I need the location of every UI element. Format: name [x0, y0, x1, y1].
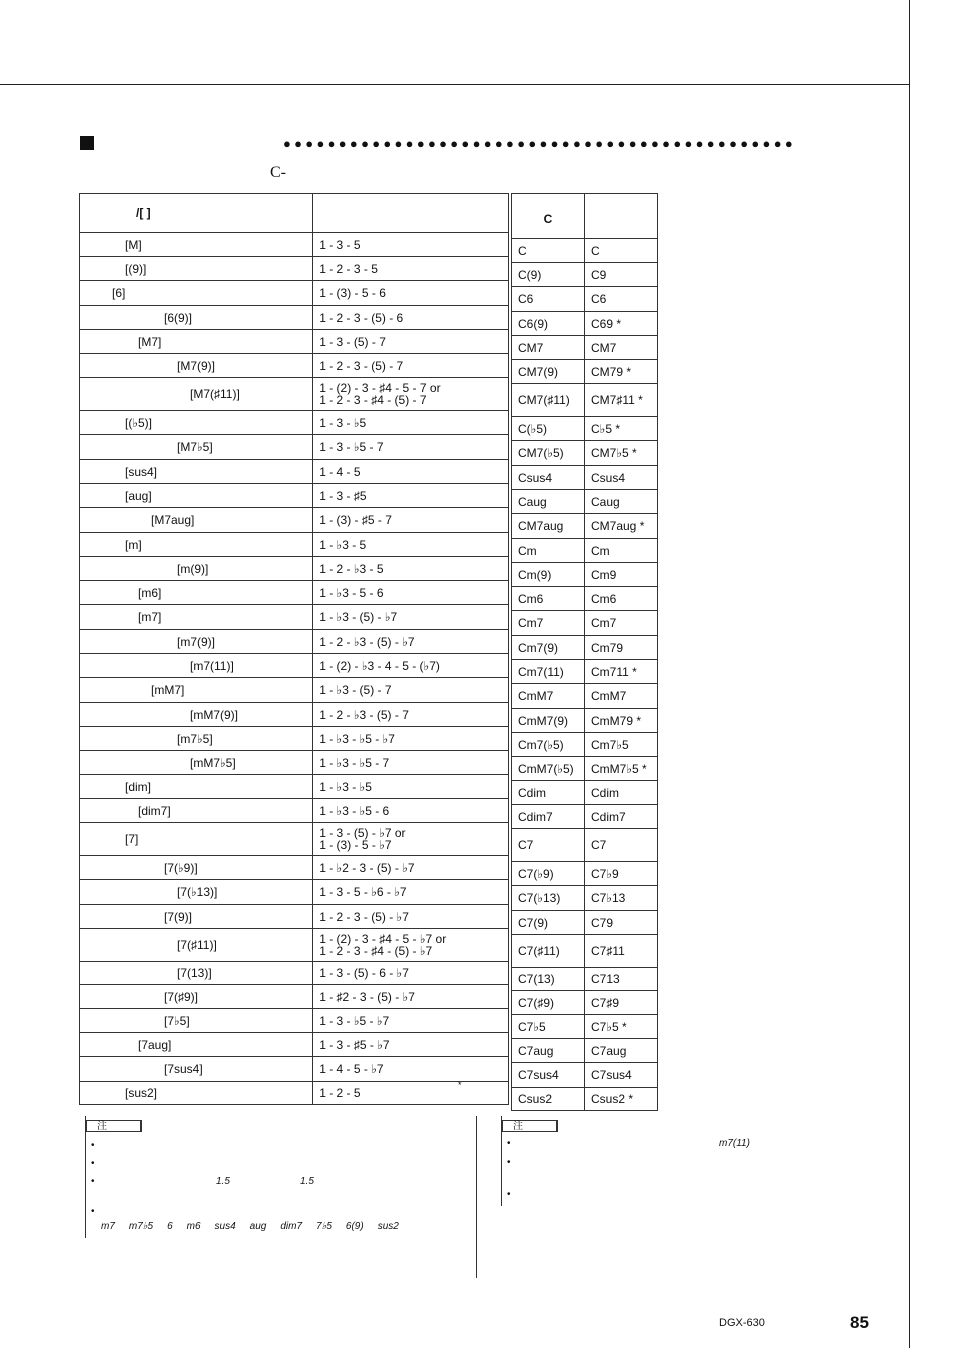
chord-symbol-alt: Cdim7	[585, 805, 658, 829]
chord-symbol: CmM7	[512, 684, 585, 709]
chord-symbol-alt: Csus2 *	[585, 1088, 658, 1111]
notes-line: 1 - 2 - 3 - (5) - ♭7	[319, 909, 409, 924]
chord-symbol-alt: C7♭9	[585, 862, 658, 886]
column-divider	[476, 1116, 477, 1278]
notes-line: 1 - (2) - ♭3 - 4 - 5 - (♭7)	[319, 658, 440, 673]
chord-symbol-alt: CM7♯11 *	[585, 384, 658, 417]
chord-name: [7(♭9)]	[80, 856, 313, 880]
table-row	[512, 829, 658, 862]
chord-symbol: Csus4	[512, 466, 585, 490]
chord-symbol-alt: C7aug	[585, 1039, 658, 1063]
table-row	[80, 985, 509, 1009]
chord-symbol: Cm	[512, 539, 585, 563]
chord-symbol: CmM7(9)	[512, 709, 585, 733]
chord-symbol: Cdim7	[512, 805, 585, 829]
table-row	[80, 751, 509, 775]
notes-line: 1 - 3 - 5 - ♭6 - ♭7	[319, 885, 407, 899]
chord-symbol: CM7(♯11)	[512, 384, 585, 417]
chord-notes	[313, 411, 509, 435]
chord-display-table	[511, 193, 658, 1111]
chord-notes	[313, 630, 509, 654]
table-row	[512, 1088, 658, 1111]
chord-name: [7(♯9)]	[80, 985, 313, 1009]
notes-line: 1 - ♭3 - (5) - ♭7	[319, 610, 398, 624]
chord-symbol-alt: C7♯9	[585, 991, 658, 1015]
chord-name: [dim]	[80, 775, 313, 799]
chord-symbol-alt: C6	[585, 287, 658, 312]
notes-line: 1 - 3 - ♭5 - 7	[319, 440, 384, 454]
model-name: DGX-630	[719, 1317, 765, 1329]
chord-symbol-alt: C7♭5 *	[585, 1015, 658, 1039]
chord-notes	[313, 929, 509, 962]
notes-line: 1 - ♭3 - 5	[319, 537, 367, 552]
table-row	[80, 281, 509, 306]
table-row	[512, 684, 658, 709]
chord-name: [M7]	[80, 330, 313, 354]
notes-line: 1 - 2 - 3 - 5	[319, 261, 378, 276]
right-margin-rule	[909, 0, 910, 1348]
table-row	[80, 508, 509, 533]
chord-symbol: Cm7(♭5)	[512, 733, 585, 757]
chord-name: [7♭5]	[80, 1009, 313, 1033]
chord-symbol: C(9)	[512, 263, 585, 287]
header-chord-name: /[ ]	[80, 194, 313, 233]
chord-type: 6(9)	[345, 1221, 364, 1232]
chord-symbol: Cm7(11)	[512, 660, 585, 684]
chord-notes	[313, 905, 509, 929]
notes-line: 1 - ♭2 - 3 - (5) - ♭7	[319, 860, 415, 875]
chord-symbol-alt: CM7aug *	[585, 514, 658, 539]
chord-notes	[313, 654, 509, 678]
table-row	[512, 490, 658, 514]
chord-symbol: C7(♯11)	[512, 935, 585, 968]
notes-line: 1 - 3 - ♭5	[319, 415, 367, 430]
chord-symbol: C	[512, 239, 585, 263]
table-row	[80, 703, 509, 727]
table-row	[80, 484, 509, 508]
chord-notes	[313, 1057, 509, 1082]
table-row	[512, 384, 658, 417]
header-rule	[0, 84, 910, 85]
table-row	[512, 336, 658, 360]
chord-symbol-alt: Cm79	[585, 636, 658, 660]
page-number: 85	[850, 1313, 869, 1332]
notes-line: 1 - ♭3 - ♭5 - ♭7	[319, 731, 395, 746]
chord-notes	[313, 856, 509, 880]
notes-line: 1 - ♭3 - ♭5 - 6	[319, 803, 390, 818]
table-row	[80, 823, 509, 856]
chord-name: [7(♯11)]	[80, 929, 313, 962]
chord-notes	[313, 703, 509, 727]
notes-line: 1 - ♭3 - ♭5 - 7	[319, 755, 390, 770]
table-row	[512, 611, 658, 636]
chord-notes-table	[79, 193, 509, 1105]
notes-line: 1 - ♯2 - 3 - (5) - ♭7	[319, 989, 415, 1004]
table-row	[80, 257, 509, 281]
notes-line: 1 - 3 - 5	[319, 237, 361, 252]
chord-symbol-alt: CM7♭5 *	[585, 441, 658, 466]
chord-notes	[313, 354, 509, 378]
chord-symbol-alt: Cm7♭5	[585, 733, 658, 757]
chord-type: dim7	[280, 1221, 303, 1232]
table-row	[80, 654, 509, 678]
chord-type-ref: m7(11)	[719, 1138, 750, 1149]
chord-type: aug	[249, 1221, 267, 1232]
chord-notes	[313, 330, 509, 354]
chord-symbol-alt: C7	[585, 829, 658, 862]
chord-symbol-alt: CM79 *	[585, 360, 658, 384]
chord-symbol: CM7aug	[512, 514, 585, 539]
table-row	[512, 935, 658, 968]
table-row	[512, 1063, 658, 1088]
notes-line: 1 - (3) - 5 - 6	[319, 286, 386, 300]
header-chord-display: C	[512, 194, 585, 239]
chord-type: m6	[186, 1221, 201, 1232]
chord-notes	[313, 581, 509, 605]
chord-name: [7(13)]	[80, 962, 313, 985]
table-row	[512, 781, 658, 805]
table-row	[512, 466, 658, 490]
ratio-value: 1.5	[216, 1176, 230, 1187]
chord-symbol-alt: Cm9	[585, 563, 658, 587]
chord-name: [m7♭5]	[80, 727, 313, 751]
chord-name: [mM7♭5]	[80, 751, 313, 775]
chord-symbol: CmM7(♭5)	[512, 757, 585, 781]
table-row	[80, 233, 509, 257]
chord-notes	[313, 233, 509, 257]
bullet: •	[91, 1176, 95, 1187]
table-row	[80, 306, 509, 330]
chord-type: sus4	[214, 1221, 236, 1232]
notes-line: 1 - 2 - 3 - (5) - 7	[319, 358, 404, 373]
chord-notes	[313, 962, 509, 985]
note-box-right	[501, 1116, 862, 1206]
chord-notes	[313, 435, 509, 460]
table-row	[512, 587, 658, 611]
chord-notes	[313, 1009, 509, 1033]
table-row	[80, 678, 509, 703]
chord-symbol: Cm6	[512, 587, 585, 611]
notes-line: 1 - (3) - ♯5 - 7	[319, 513, 392, 527]
chord-symbol-alt: Cm711 *	[585, 660, 658, 684]
chord-name: [M]	[80, 233, 313, 257]
chord-notes	[313, 605, 509, 630]
chord-notes	[313, 880, 509, 905]
chord-symbol-alt: CM7	[585, 336, 658, 360]
chord-symbol-alt: Cm	[585, 539, 658, 563]
chord-type: sus2	[377, 1221, 399, 1232]
table-row	[80, 354, 509, 378]
table-row	[512, 636, 658, 660]
chord-notes	[313, 460, 509, 484]
chord-notes	[313, 378, 509, 411]
table-row	[512, 441, 658, 466]
note-badge: 注	[86, 1120, 142, 1132]
chord-symbol: Cm(9)	[512, 563, 585, 587]
bullet: •	[91, 1206, 95, 1217]
notes-line: 1 - 2 - ♭3 - (5) - ♭7	[319, 634, 415, 649]
chord-symbol: C6(9)	[512, 312, 585, 336]
header-chord-alt	[585, 194, 658, 239]
chord-symbol: CM7(♭5)	[512, 441, 585, 466]
table-row	[512, 417, 658, 441]
table-row	[512, 709, 658, 733]
chord-notes	[313, 533, 509, 557]
chord-symbol-alt: C7♭13	[585, 886, 658, 911]
chord-symbol: Cm7	[512, 611, 585, 636]
bullet: •	[91, 1158, 95, 1169]
chord-symbol: CM7(9)	[512, 360, 585, 384]
table-row	[80, 962, 509, 985]
table-row	[80, 630, 509, 654]
notes-line: 1 - 3 - (5) - 7	[319, 334, 386, 349]
chord-notes	[313, 1082, 509, 1105]
bullet: •	[507, 1138, 511, 1149]
notes-line: 1 - 2 - ♭3 - (5) - 7	[319, 707, 409, 722]
table-row	[80, 411, 509, 435]
chord-type: 7♭5	[316, 1221, 332, 1232]
table-row	[80, 1082, 509, 1105]
section-marker	[80, 136, 94, 150]
chord-symbol: C7(♭13)	[512, 886, 585, 911]
chord-symbol: C7(♯9)	[512, 991, 585, 1015]
table-row	[512, 862, 658, 886]
chord-notes	[313, 751, 509, 775]
table-row	[80, 799, 509, 823]
bullet: •	[507, 1157, 511, 1168]
table-row	[80, 460, 509, 484]
table-row	[80, 880, 509, 905]
table-row	[512, 733, 658, 757]
table-row	[80, 435, 509, 460]
table-row	[80, 557, 509, 581]
chord-symbol: CM7	[512, 336, 585, 360]
table-row	[512, 563, 658, 587]
chord-name: [(9)]	[80, 257, 313, 281]
notes-line: 1 - 4 - 5	[319, 464, 361, 479]
chord-type-list	[101, 1221, 413, 1232]
chord-symbol: C7sus4	[512, 1063, 585, 1088]
notes-line: 1 - (2) - 3 - ♯4 - 5 - ♭7 or	[319, 932, 447, 946]
chord-symbol-alt: C	[585, 239, 658, 263]
chord-symbol-alt: Cdim	[585, 781, 658, 805]
chord-notes	[313, 727, 509, 751]
chord-notes	[313, 557, 509, 581]
notes-line: 1 - 2 - 3 - (5) - 6	[319, 310, 404, 325]
chord-name: [7(♭13)]	[80, 880, 313, 905]
chord-notes	[313, 1033, 509, 1057]
chord-notes	[313, 306, 509, 330]
table-row	[512, 239, 658, 263]
chord-name: [7aug]	[80, 1033, 313, 1057]
chord-symbol-alt: C♭5 *	[585, 417, 658, 441]
note-badge: 注	[502, 1120, 558, 1132]
table-row	[80, 533, 509, 557]
chord-symbol-alt: C9	[585, 263, 658, 287]
table-row	[512, 360, 658, 384]
chord-symbol: Cdim	[512, 781, 585, 805]
chord-name: [mM7]	[80, 678, 313, 703]
chord-name: [6]	[80, 281, 313, 306]
chord-name: [7sus4]	[80, 1057, 313, 1082]
notes-line: 1 - 2 - ♭3 - 5	[319, 561, 384, 576]
chord-name: [(♭5)]	[80, 411, 313, 435]
chord-symbol-alt: Caug	[585, 490, 658, 514]
chord-symbol: C(♭5)	[512, 417, 585, 441]
notes-line: 1 - 2 - 3 - ♯4 - (5) - ♭7	[319, 944, 433, 958]
notes-line: 1 - (3) - 5 - ♭7	[319, 838, 392, 852]
chord-type: m7♭5	[128, 1221, 154, 1232]
chord-name: [M7aug]	[80, 508, 313, 533]
table-row	[512, 805, 658, 829]
chord-type: 6	[167, 1221, 173, 1232]
chord-notes	[313, 775, 509, 799]
chord-symbol-alt: Cm7	[585, 611, 658, 636]
table-row	[80, 905, 509, 929]
chord-symbol: C7♭5	[512, 1015, 585, 1039]
chord-name: [dim7]	[80, 799, 313, 823]
chord-symbol: C7	[512, 829, 585, 862]
chord-symbol-alt: C7sus4	[585, 1063, 658, 1088]
table-row	[512, 911, 658, 935]
table-row	[512, 1015, 658, 1039]
chord-notes	[313, 985, 509, 1009]
chord-notes	[313, 508, 509, 533]
bullet: •	[91, 1140, 95, 1151]
table-row	[512, 263, 658, 287]
chord-notes	[313, 484, 509, 508]
notes-line: 1 - 3 - (5) - ♭7 or	[319, 826, 406, 840]
chord-name: [m6]	[80, 581, 313, 605]
chord-symbol: Caug	[512, 490, 585, 514]
chord-notes	[313, 281, 509, 306]
chord-notes	[313, 257, 509, 281]
chord-name: [M7♭5]	[80, 435, 313, 460]
table-row	[512, 1039, 658, 1063]
footnote-star: *	[458, 1080, 462, 1090]
table-row	[512, 312, 658, 336]
chord-symbol: Cm7(9)	[512, 636, 585, 660]
chord-symbol: C7(13)	[512, 968, 585, 991]
chord-name: [aug]	[80, 484, 313, 508]
chord-name: [7]	[80, 823, 313, 856]
chord-name: [m]	[80, 533, 313, 557]
chord-symbol: C6	[512, 287, 585, 312]
chord-name: [sus4]	[80, 460, 313, 484]
chord-name: [M7(♯11)]	[80, 378, 313, 411]
table-row	[512, 757, 658, 781]
chord-name: [sus2]	[80, 1082, 313, 1105]
table-row	[512, 539, 658, 563]
chord-symbol-alt: Cm6	[585, 587, 658, 611]
chord-type: m7	[101, 1221, 115, 1232]
notes-line: 1 - (2) - 3 - ♯4 - 5 - 7 or	[319, 381, 441, 395]
notes-line: 1 - ♭3 - 5 - 6	[319, 585, 384, 600]
notes-line: 1 - ♭3 - (5) - 7	[319, 683, 392, 697]
table-row	[80, 1033, 509, 1057]
table-row	[80, 1009, 509, 1033]
chord-symbol-alt: C7♯11	[585, 935, 658, 968]
notes-line: 1 - 3 - ♭5 - ♭7	[319, 1013, 390, 1028]
table-row	[80, 1057, 509, 1082]
chord-symbol-alt: CmM7♭5 *	[585, 757, 658, 781]
chord-symbol: C7(9)	[512, 911, 585, 935]
table-row	[80, 605, 509, 630]
chord-name: [m7(11)]	[80, 654, 313, 678]
table-row	[80, 929, 509, 962]
chord-name: [m7]	[80, 605, 313, 630]
chord-symbol: C7(♭9)	[512, 862, 585, 886]
chord-name: [m7(9)]	[80, 630, 313, 654]
table-row	[512, 886, 658, 911]
chord-name: [m(9)]	[80, 557, 313, 581]
table-row	[80, 856, 509, 880]
table-row	[80, 775, 509, 799]
chord-symbol: C7aug	[512, 1039, 585, 1063]
root-note-label: C-	[270, 164, 286, 181]
notes-line: 1 - 2 - 3 - ♯4 - (5) - 7	[319, 393, 427, 407]
table-row	[80, 727, 509, 751]
table-row	[512, 514, 658, 539]
table-row	[512, 287, 658, 312]
chord-symbol-alt: C79	[585, 911, 658, 935]
notes-line: 1 - 4 - 5 - ♭7	[319, 1062, 384, 1076]
note-box-left	[85, 1116, 471, 1238]
ratio-value: 1.5	[300, 1176, 314, 1187]
notes-line: 1 - 3 - ♯5	[319, 488, 367, 503]
table-header	[512, 194, 658, 239]
notes-line: 1 - ♭3 - ♭5	[319, 779, 372, 794]
notes-line: 1 - 3 - ♯5 - ♭7	[319, 1037, 390, 1052]
bullet: •	[507, 1189, 511, 1200]
chord-notes	[313, 823, 509, 856]
chord-name: [7(9)]	[80, 905, 313, 929]
chord-symbol-alt: CmM7	[585, 684, 658, 709]
table-row	[80, 330, 509, 354]
chord-name: [M7(9)]	[80, 354, 313, 378]
table-row	[512, 660, 658, 684]
chord-notes	[313, 799, 509, 823]
table-header	[80, 194, 509, 233]
chord-symbol-alt: Csus4	[585, 466, 658, 490]
table-row	[512, 991, 658, 1015]
chord-notes	[313, 678, 509, 703]
chord-symbol: Csus2	[512, 1088, 585, 1111]
chord-name: [mM7(9)]	[80, 703, 313, 727]
chord-name: [6(9)]	[80, 306, 313, 330]
dot-leader: ●●●●●●●●●●●●●●●●●●●●●●●●●●●●●●●●●●●●●●●●●●●●●●	[283, 136, 796, 151]
header-notes	[313, 194, 509, 233]
table-row	[512, 968, 658, 991]
chord-symbol-alt: CmM79 *	[585, 709, 658, 733]
notes-line: 1 - 3 - (5) - 6 - ♭7	[319, 966, 409, 980]
chord-symbol-alt: C69 *	[585, 312, 658, 336]
notes-line: 1 - 2 - 5	[319, 1086, 361, 1100]
table-row	[80, 378, 509, 411]
chord-symbol-alt: C713	[585, 968, 658, 991]
table-row	[80, 581, 509, 605]
